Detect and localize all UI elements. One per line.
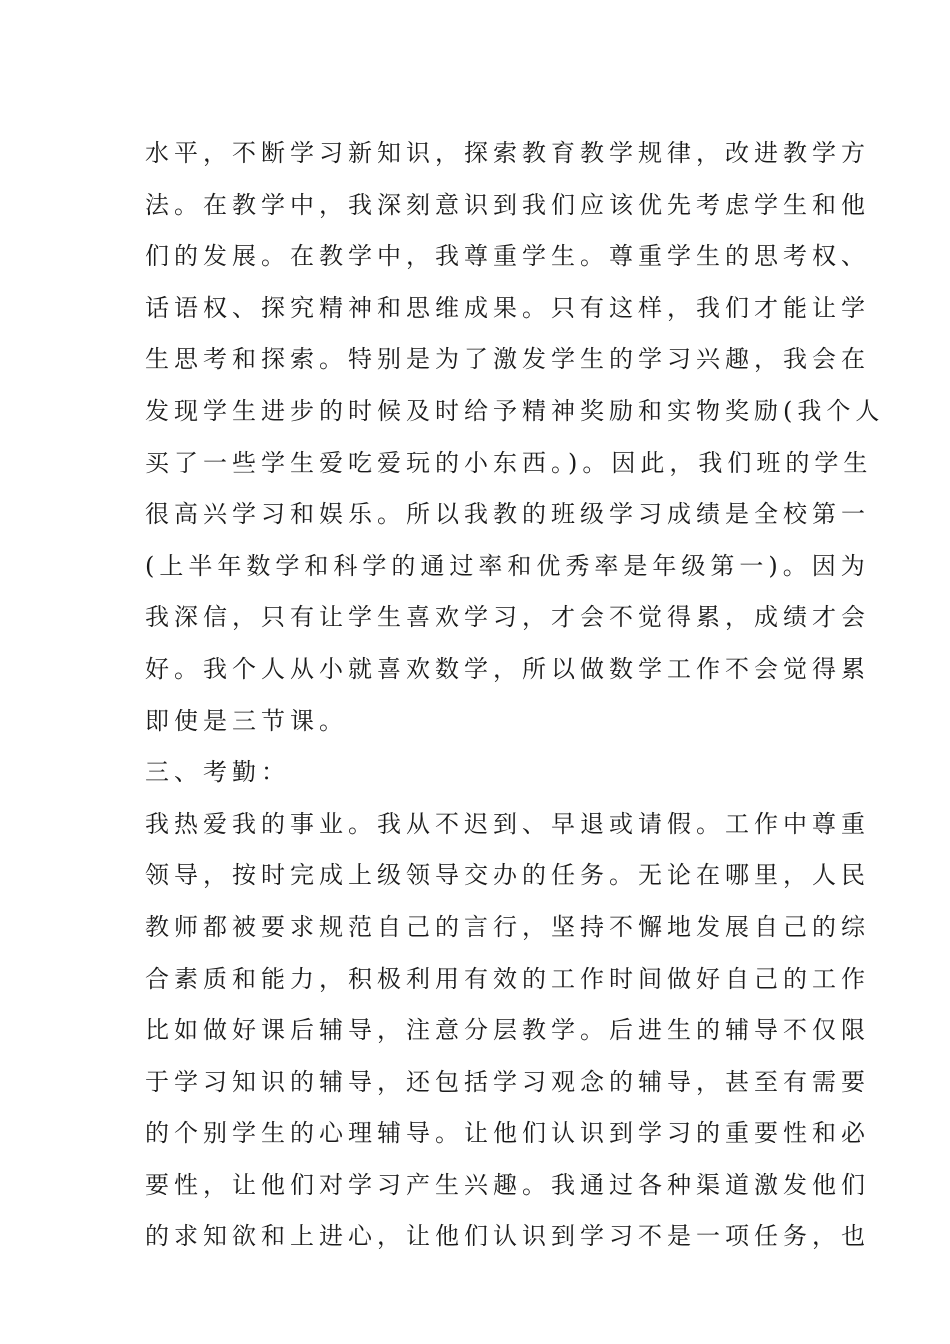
text-line: 发现学生进步的时候及时给予精神奖励和实物奖励(我个人 [145, 396, 885, 425]
text-line: 领导，按时完成上级领导交办的任务。无论在哪里，人民 [145, 861, 870, 890]
text-line: 比如做好课后辅导，注意分层教学。后进生的辅导不仅限 [145, 1016, 870, 1045]
text-line: 教师都被要求规范自己的言行，坚持不懈地发展自己的综 [145, 912, 870, 941]
text-line: 法。在教学中，我深刻意识到我们应该优先考虑学生和他 [145, 190, 870, 219]
text-line: 我热爱我的事业。我从不迟到、早退或请假。工作中尊重 [145, 809, 870, 838]
text-line: 要性，让他们对学习产生兴趣。我通过各种渠道激发他们 [145, 1170, 870, 1199]
text-line: 于学习知识的辅导，还包括学习观念的辅导，甚至有需要 [145, 1067, 870, 1096]
text-line: 合素质和能力，积极利用有效的工作时间做好自己的工作 [145, 964, 870, 993]
text-line: 的个别学生的心理辅导。让他们认识到学习的重要性和必 [145, 1119, 870, 1148]
text-line: 们的发展。在教学中，我尊重学生。尊重学生的思考权、 [145, 242, 870, 271]
text-line: 我深信，只有让学生喜欢学习，才会不觉得累，成绩才会 [145, 603, 870, 632]
text-line: 的求知欲和上进心，让他们认识到学习不是一项任务，也 [145, 1222, 870, 1251]
text-line: 好。我个人从小就喜欢数学，所以做数学工作不会觉得累 [145, 654, 870, 683]
text-line: 水平，不断学习新知识，探索教育教学规律，改进教学方 [145, 139, 870, 167]
text-line: 即使是三节课。 [145, 706, 348, 735]
document-body [145, 128, 885, 1263]
text-line: 话语权、探究精神和思维成果。只有这样，我们才能让学 [145, 293, 870, 322]
text-line: 生思考和探索。特别是为了激发学生的学习兴趣，我会在 [145, 345, 870, 374]
section-heading: 三、考勤： [145, 758, 290, 787]
text-line: 很高兴学习和娱乐。所以我教的班级学习成绩是全校第一 [145, 500, 870, 529]
text-line: (上半年数学和科学的通过率和优秀率是年级第一)。因为 [145, 551, 870, 580]
text-line: 买了一些学生爱吃爱玩的小东西。)。因此，我们班的学生 [145, 448, 873, 477]
